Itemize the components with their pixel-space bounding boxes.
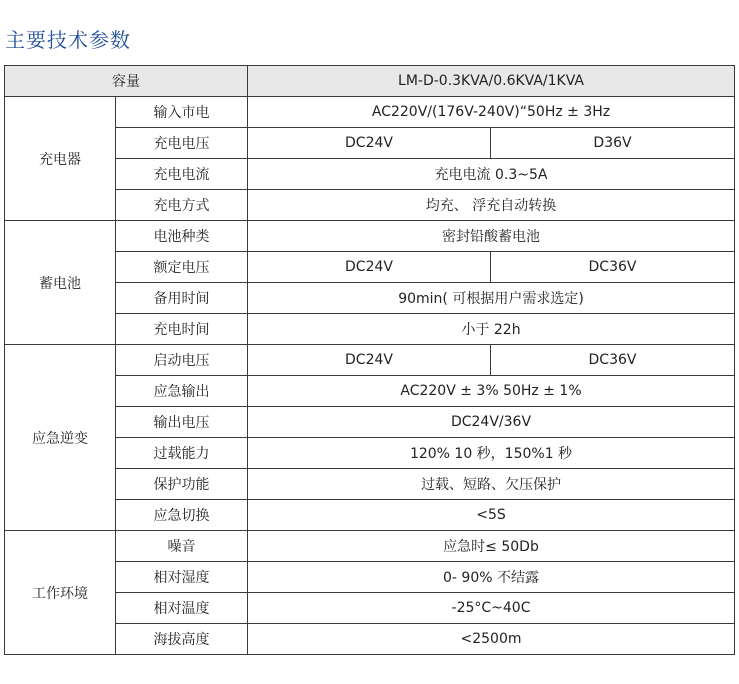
header-capacity-value: LM-D-0.3KVA/0.6KVA/1KVA — [248, 66, 735, 97]
param-name: 输入市电 — [116, 97, 248, 128]
param-name: 过载能力 — [116, 438, 248, 469]
table-row — [5, 97, 735, 128]
param-name: 充电时间 — [116, 314, 248, 345]
param-value: D36V — [491, 128, 735, 159]
param-value: AC220V/(176V-240V)“50Hz ± 3Hz — [248, 97, 735, 128]
param-value: <5S — [248, 500, 735, 531]
group-label: 充电器 — [5, 97, 116, 221]
param-name: 充电方式 — [116, 190, 248, 221]
param-value: DC24V — [248, 345, 491, 376]
param-name: 噪音 — [116, 531, 248, 562]
page-title: 主要技术参数 — [5, 28, 131, 52]
param-value: 密封铅酸蓄电池 — [248, 221, 735, 252]
param-value: 充电电流 0.3~5A — [248, 159, 735, 190]
param-name: 充电电压 — [116, 128, 248, 159]
param-value: 均充、 浮充自动转换 — [248, 190, 735, 221]
group-label: 蓄电池 — [5, 221, 116, 345]
param-name: 相对温度 — [116, 593, 248, 624]
param-value: 90min( 可根据用户需求选定) — [248, 283, 735, 314]
param-value: DC24V — [248, 252, 491, 283]
param-name: 海拔高度 — [116, 624, 248, 655]
param-name: 启动电压 — [116, 345, 248, 376]
param-name: 电池种类 — [116, 221, 248, 252]
param-name: 相对湿度 — [116, 562, 248, 593]
spec-table — [4, 65, 735, 655]
table-row — [5, 221, 735, 252]
group-label: 工作环境 — [5, 531, 116, 655]
param-name: 输出电压 — [116, 407, 248, 438]
param-value: AC220V ± 3% 50Hz ± 1% — [248, 376, 735, 407]
param-value: DC24V — [248, 128, 491, 159]
param-value: DC36V — [491, 345, 735, 376]
param-value: 0- 90% 不结露 — [248, 562, 735, 593]
param-value: 过载、短路、欠压保护 — [248, 469, 735, 500]
table-header-row — [5, 66, 735, 97]
param-value: DC24V/36V — [248, 407, 735, 438]
header-capacity-label: 容量 — [5, 66, 248, 97]
param-value: -25°C~40C — [248, 593, 735, 624]
param-value: 小于 22h — [248, 314, 735, 345]
table-row — [5, 345, 735, 376]
param-value: DC36V — [491, 252, 735, 283]
table-row — [5, 531, 735, 562]
param-name: 额定电压 — [116, 252, 248, 283]
param-value: 120% 10 秒，150%1 秒 — [248, 438, 735, 469]
param-name: 应急切换 — [116, 500, 248, 531]
param-name: 应急输出 — [116, 376, 248, 407]
group-label: 应急逆变 — [5, 345, 116, 531]
param-value: 应急时≤ 50Db — [248, 531, 735, 562]
param-name: 保护功能 — [116, 469, 248, 500]
param-name: 充电电流 — [116, 159, 248, 190]
param-name: 备用时间 — [116, 283, 248, 314]
param-value: <2500m — [248, 624, 735, 655]
